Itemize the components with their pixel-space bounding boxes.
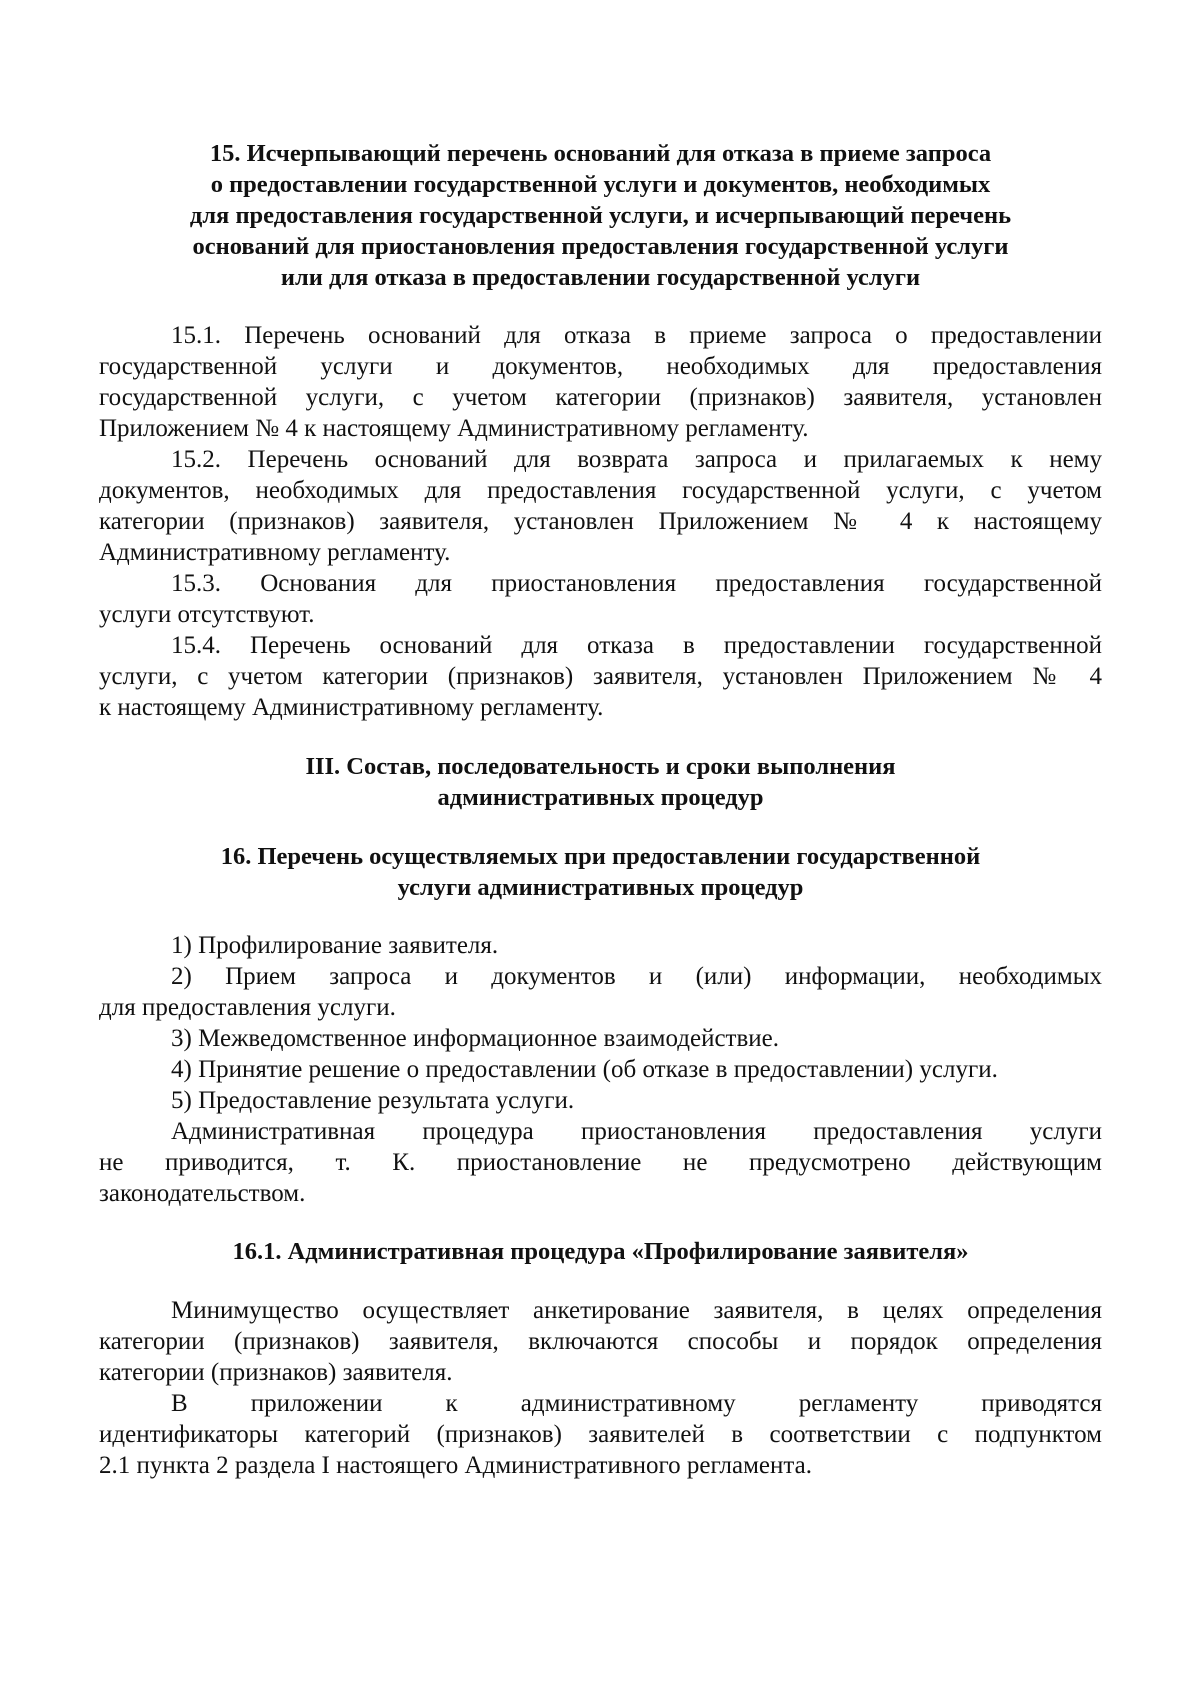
list-item-1 — [99, 930, 1102, 961]
text-line: 5) Предоставление результата услуги. — [171, 1087, 575, 1114]
paragraph-15-1 — [99, 320, 1102, 444]
text-line: категории (признаков) заявителя, включаются способы и порядок определения — [99, 1328, 1102, 1355]
page-content — [99, 138, 1102, 1481]
text-line: государственной услуги, с учетом категории (признаков) заявителя, установлен — [99, 384, 1102, 411]
text-line: 2.1 пункта 2 раздела I настоящего Административного регламента. — [99, 1452, 812, 1479]
text-line: законодательством. — [99, 1180, 306, 1207]
text-line: 15.3. Основания для приостановления предоставления государственной — [171, 570, 1102, 597]
text-line: услуги отсутствуют. — [99, 601, 315, 628]
text-line: к настоящему Административному регламенту. — [99, 694, 604, 721]
text-line: для предоставления услуги. — [99, 994, 396, 1021]
text-line: категории (признаков) заявителя, установлен Приложением № 4 к настоящему — [99, 508, 1102, 535]
list-item-3 — [99, 1023, 1102, 1054]
list-item-5 — [99, 1085, 1102, 1116]
paragraph-15-3 — [99, 568, 1102, 630]
text-line: 15.4. Перечень оснований для отказа в предоставлении государственной — [171, 632, 1102, 659]
text-line: 2) Прием запроса и документов и (или) информации, необходимых — [171, 963, 1102, 990]
list-item-4 — [99, 1054, 1102, 1085]
text-line: Минимущество осуществляет анкетирование заявителя, в целях определения — [171, 1297, 1102, 1324]
text-line: 3) Межведомственное информационное взаимодействие. — [171, 1025, 780, 1052]
text-line: 1) Профилирование заявителя. — [171, 932, 499, 959]
heading-line: оснований для приостановления предоставления государственной услуги — [192, 233, 1009, 260]
text-line: категории (признаков) заявителя. — [99, 1359, 453, 1386]
paragraph-16-note — [99, 1116, 1102, 1209]
text-line: 15.1. Перечень оснований для отказа в приеме запроса о предоставлении — [171, 322, 1102, 349]
heading-line: 16.1. Административная процедура «Профилирование заявителя» — [232, 1238, 969, 1265]
heading-line: или для отказа в предоставлении государственной услуги — [280, 264, 921, 291]
text-line: Административная процедура приостановления предоставления услуги — [171, 1118, 1102, 1145]
text-line: идентификаторы категорий (признаков) заявителей в соответствии с подпунктом — [99, 1421, 1102, 1448]
heading-line: для предоставления государственной услуги, и исчерпывающий перечень — [189, 202, 1012, 229]
section-16-1-heading — [99, 1236, 1102, 1267]
text-line: 4) Принятие решение о предоставлении (об отказе в предоставлении) услуги. — [171, 1056, 998, 1083]
heading-line: о предоставлении государственной услуги и документов, необходимых — [210, 171, 991, 198]
list-item-2 — [99, 961, 1102, 1023]
text-line: Административному регламенту. — [99, 539, 451, 566]
paragraph-15-2 — [99, 444, 1102, 568]
section-15-heading — [99, 138, 1102, 293]
paragraph-15-4 — [99, 630, 1102, 723]
heading-line: административных процедур — [437, 784, 764, 811]
text-line: В приложении к административному регламенту приводятся — [171, 1390, 1102, 1417]
heading-line: услуги административных процедур — [397, 874, 804, 901]
heading-line: 15. Исчерпывающий перечень оснований для отказа в приеме запроса — [209, 140, 992, 167]
text-line: государственной услуги и документов, необходимых для предоставления — [99, 353, 1102, 380]
text-line: Приложением № 4 к настоящему Административному регламенту. — [99, 415, 809, 442]
text-line: не приводится, т. К. приостановление не предусмотрено действующим — [99, 1149, 1102, 1176]
text-line: документов, необходимых для предоставления государственной услуги, с учетом — [99, 477, 1102, 504]
paragraph-16-1-b — [99, 1388, 1102, 1481]
heading-line: 16. Перечень осуществляемых при предоставлении государственной — [220, 843, 981, 870]
section-3-heading — [99, 751, 1102, 813]
text-line: услуги, с учетом категории (признаков) заявителя, установлен Приложением № 4 — [99, 663, 1102, 690]
heading-line: III. Состав, последовательность и сроки выполнения — [305, 753, 896, 780]
text-line: 15.2. Перечень оснований для возврата запроса и прилагаемых к нему — [171, 446, 1102, 473]
section-16-heading — [99, 841, 1102, 903]
paragraph-16-1-a — [99, 1295, 1102, 1388]
